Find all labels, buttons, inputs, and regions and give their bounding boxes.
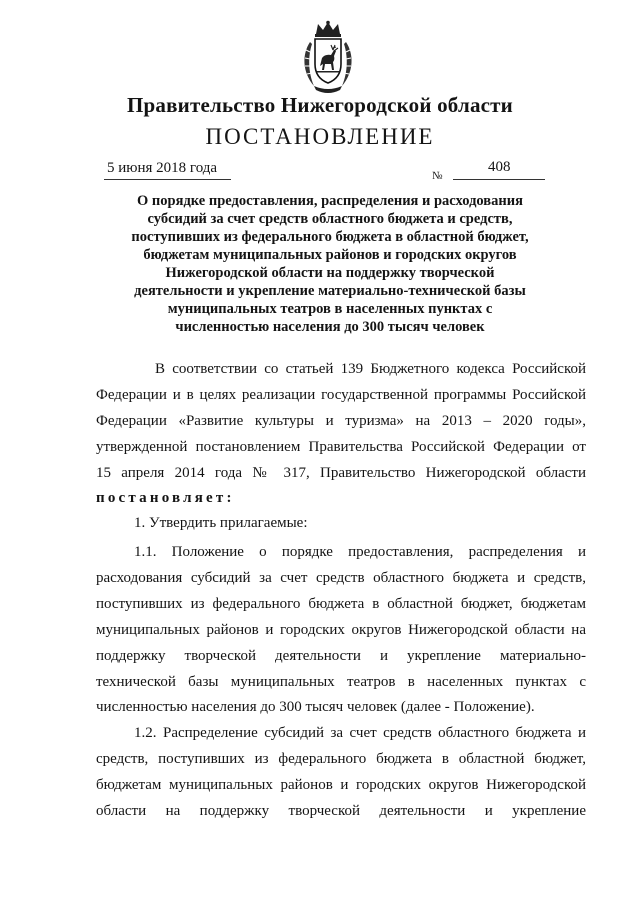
- body-line: 15 апреля 2014 года № 317, Правительство Нижегородской области: [96, 465, 586, 481]
- body-line: поступивших из федерального бюджета в областной бюджет, бюджетам: [96, 596, 586, 612]
- document-title: [120, 192, 540, 336]
- body-line-operative: постановляет:: [96, 490, 235, 506]
- date-underline: [104, 179, 231, 180]
- title-line: деятельности и укрепление материально-технической базы: [134, 283, 526, 299]
- body-line: В соответствии со статьей 139 Бюджетного кодекса Российской: [155, 361, 586, 377]
- body-line: 1.1. Положение о порядке предоставления, распределения и: [134, 544, 586, 560]
- title-line: бюджетам муниципальных районов и городских округов: [143, 247, 517, 263]
- body-line: расходования субсидий за счет средств областного бюджета и средств,: [96, 570, 586, 586]
- coat-of-arms-icon: [300, 20, 356, 94]
- number-sign: №: [432, 170, 443, 182]
- title-line: муниципальных театров в населенных пунктах с: [167, 301, 493, 317]
- body-line: Федерации «Развитие культуры и туризма» на 2013 – 2020 годы»,: [96, 413, 586, 429]
- document-date: 5 июня 2018 года: [107, 160, 218, 176]
- body-line: 1.2. Распределение субсидий за счет средств областного бюджета и: [134, 725, 586, 741]
- body-line: бюджетам муниципальных районов и городских округов Нижегородской: [96, 777, 586, 793]
- body-line: утвержденной постановлением Правительства Российской Федерации от: [96, 439, 586, 455]
- title-line: Нижегородской области на поддержку творческой: [165, 265, 495, 281]
- body-line: технической базы муниципальных театров в населенных пунктах с: [96, 674, 586, 690]
- body-line: средств, поступивших из федерального бюджета в областной бюджет,: [96, 751, 586, 767]
- body-line: поддержку творческой деятельности и укрепление материально-: [96, 648, 586, 664]
- body-line: 1. Утвердить прилагаемые:: [134, 515, 308, 531]
- body-line: муниципальных районов и городских округов Нижегородской области на: [96, 622, 586, 638]
- body-line: численностью населения до 300 тысяч человек (далее - Положение).: [96, 699, 535, 715]
- title-line: поступивших из федерального бюджета в областной бюджет,: [131, 229, 529, 245]
- document-type: ПОСТАНОВЛЕНИЕ: [205, 124, 435, 149]
- title-line: субсидий за счет средств областного бюджета и средств,: [147, 211, 513, 227]
- body-line: области на поддержку творческой деятельности и укрепление: [96, 803, 586, 819]
- title-line: численностью населения до 300 тысяч человек: [175, 319, 485, 335]
- document-number: 408: [488, 159, 511, 175]
- number-underline: [453, 179, 545, 180]
- body-line: Федерации и в целях реализации государственной программы Российской: [96, 387, 586, 403]
- title-line: О порядке предоставления, распределения и расходования: [137, 193, 523, 209]
- government-name: Правительство Нижегородской области: [127, 93, 513, 117]
